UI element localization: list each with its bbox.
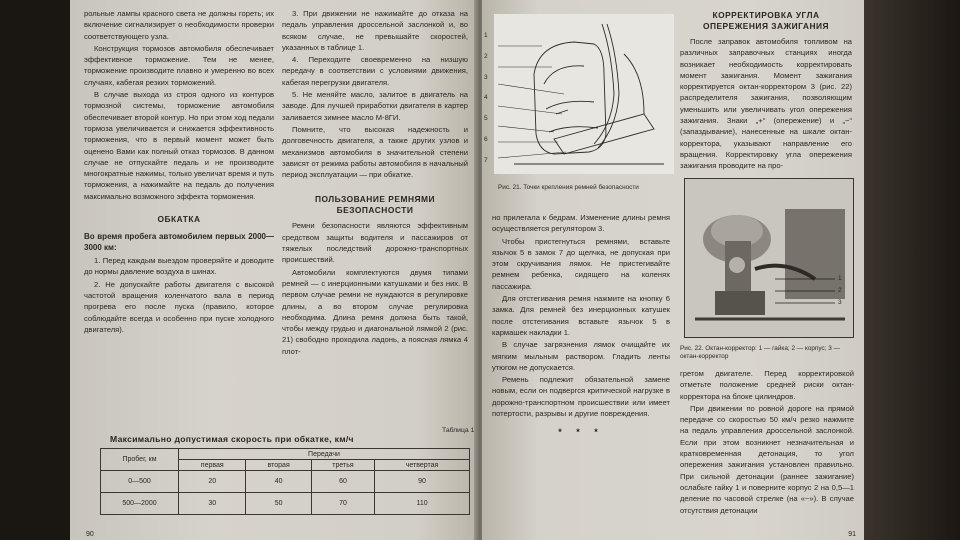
right-page [482,0,864,540]
table-cell: 90 [375,471,470,493]
table-header-gear: третья [311,460,374,471]
right-column-2 [680,10,852,173]
paragraph: Автомобили комплектуются двумя типами ремней — с инерционными катушками и без них. В первом случае ремни не нуждаются в регулировке длины, а во втором случае регулировка необходима. Длина ремня должна быть такой, чтобы между грудью и диагональной лямкой 2 (рис. 21) свободно проходила ладонь, а поясная лямка 4 плот- [282,267,468,356]
right-column-2-continued [680,368,854,517]
table-cell: 60 [311,471,374,493]
figure22-labels [838,273,842,309]
table-header-gear: вторая [246,460,311,471]
left-page [70,0,478,540]
seatbelt-illustration [494,14,674,174]
table-cell: 500—2000 [101,493,179,515]
figure22-caption: Рис. 22. Октан-корректор: 1 — гайка; 2 — корпус; 3 — октан-корректор [680,345,840,361]
figure-label: 4 [484,94,488,102]
page-number: 91 [848,531,856,538]
paragraph: Для отстегивания ремня нажмите на кнопку 6 замка. Для ремней без инерционных катушек после отстегивания вставьте язычок 5 в кармашек накладки 1. [492,294,670,337]
paragraph: В случае загрязнения лямок очищайте их мягким мыльным раствором. Гладить ленты утюгом не допускается. [492,340,670,372]
table-cell: 20 [179,471,246,493]
background-edge [864,0,960,540]
table-row [101,471,470,493]
figure-label: 3 [838,299,842,306]
list-item: 1. Перед каждым выездом проверяйте и доводите до нормы давление воздуха в шинах. [84,256,274,277]
table-title: Максимально допустимая скорость при обкатке, км/ч [110,434,354,444]
paragraph: Ремни безопасности являются эффективным средством защиты водителя и пассажиров от тяжелых последствий дорожно-транспортных происшествий. [282,221,468,265]
list-item: 5. Не меняйте масло, залитое в двигатель на заводе. Для лучшей приработки двигателя в картер заливается зимнее масло М-8ГИ. [282,90,468,122]
page-number: 90 [86,531,94,538]
figure-label: 3 [484,73,488,81]
table-cell: 110 [375,493,470,515]
paragraph: Конструкция тормозов автомобиля обеспечивает эффективное торможение. Тем не менее, торможение производите плавно и умеренно во всех случаях, кабегая резких торможений. [84,43,274,87]
list-item: 2. Не допускайте работы двигателя с высокой частотой вращения коленчатого вала в период прогрева его после пуска (правило, которое соблюдайте всегда и особенно при пуске холодного двигателя). [84,279,274,334]
belts-heading: ПОЛЬЗОВАНИЕ РЕМНЯМИ БЕЗОПАСНОСТИ [314,194,436,216]
table-header-gear: четвертая [375,460,470,471]
left-column-2 [282,8,468,358]
figure-label: 5 [484,115,488,123]
table-header-run: Пробег, км [101,449,179,471]
paragraph: рольные лампы красного света не должны гореть; их включение сигнализирует о необходимости проверки соответствующего узла. [84,9,274,41]
paragraph: но прилегала к бедрам. Изменение длины ремня осуществляется регулятором 3. [492,213,670,234]
figure21-labels [484,26,488,172]
paragraph: После заправок автомобиля топливом на различных заправочных станциях иногда возникает необходимость корректировать момент зажигания. Момент зажигания корректируется октан-корректором 3 (рис. 22) распределителя зажигания, позволяющим уменьшить или увеличивать угол опережения зажигания. Знаки „+“ (опережение) и „−“ (запаздывание), нанесенные на шкале октан-корректора, указывают направление его вращения. Корректировку угла опережения зажигания проводите на про- [680,37,852,171]
table-cell: 50 [246,493,311,515]
table-cell: 0—500 [101,471,179,493]
figure-label: 2 [484,52,488,60]
paragraph: При движении по ровной дороге на прямой передаче со скоростью 50 км/ч резко нажмите на педаль управления дроссельной заслонкой. Если при этом возникнет незначительная и кратковременная детонация, то угол опережения зажигания установлен правильно. При сильной детонации (раннее зажигание) ослабьте гайку 1 и поверните корпус 2 на 0,5—1 деление по часовой стрелке (на «−»). В случае отсутствия детонации [680,403,854,515]
obkatka-subheading: Во время пробега автомобилем первых 2000—3000 км: [84,232,274,253]
table-cell: 30 [179,493,246,515]
paragraph: Ремень подлежит обязательной замене новым, если он подвергся критической нагрузке в дорожно-транспортном происшествии или имеет потертости, разрывы и другие повреждения. [492,375,670,419]
paragraph: В случае выхода из строя одного из контуров тормозной системы, торможение автомобиля обеспечивает второй контур. Но при этом ход педали тормоза увеличивается и снижается эффективность торможения, что в первый момент может быть оценено Вами как полный отказ тормозов. В данном случае не отпускайте педаль и не производите многократные нажимы, только увеличат время и путь торможения, а нажимайте на педаль до получения максимально возможного эффекта торможения. [84,90,274,201]
table-number: Таблица 1 [442,427,475,434]
figure-octane-corrector [684,178,854,338]
figure-seatbelt-drawing [494,14,674,174]
list-item: 4. Переходите своевременно на низшую передачу в соответствии с условиями движения, кабегая перегрузки двигателя. [282,55,468,87]
ignition-heading: КОРРЕКТИРОВКА УГЛА ОПЕРЕЖЕНИЯ ЗАЖИГАНИЯ [702,10,830,31]
figure-label: 2 [838,287,842,294]
table-header-gear: первая [179,460,246,471]
table-header-gears: Передачи [179,449,470,460]
figure-label: 6 [484,135,488,143]
figure-label: 1 [838,275,842,282]
paragraph: гретом двигателе. Перед корректировкой отметьте положение средней риски октан-корректора на блоке цилиндров. [680,369,854,401]
section-divider: * * * [558,427,604,438]
speed-table [100,448,470,515]
right-column-1 [492,212,670,439]
octane-corrector-photo [685,179,853,337]
table-cell: 70 [311,493,374,515]
list-item: 3. При движении не нажимайте до отказа на педаль управления дроссельной заслонкой и, во всяком случае, не превышайте скоростей, указанных в таблице 1. [282,9,468,52]
table-cell: 40 [246,471,311,493]
table-row [101,493,470,515]
obkatka-heading: ОБКАТКА [157,214,201,225]
figure21-caption: Рис. 21. Точки крепления ремней безопасности [498,184,639,191]
left-column-1 [84,8,274,336]
paragraph: Чтобы пристегнуться ремнями, вставьте язычок 5 в замок 7 до щелчка, не допуская при этом скручивания лямок. Не пристегивайте ремнем ребенка, сидящего на коленях пассажира. [492,236,670,291]
figure-label: 7 [484,156,488,164]
figure-label: 1 [484,32,488,39]
paragraph: Помните, что высокая надежность и долговечность двигателя, а также других узлов и механизмов автомобиля в значительной степени зависят от режима работы автомобиля в начальный период эксплуатации — при обкатке. [282,124,468,180]
